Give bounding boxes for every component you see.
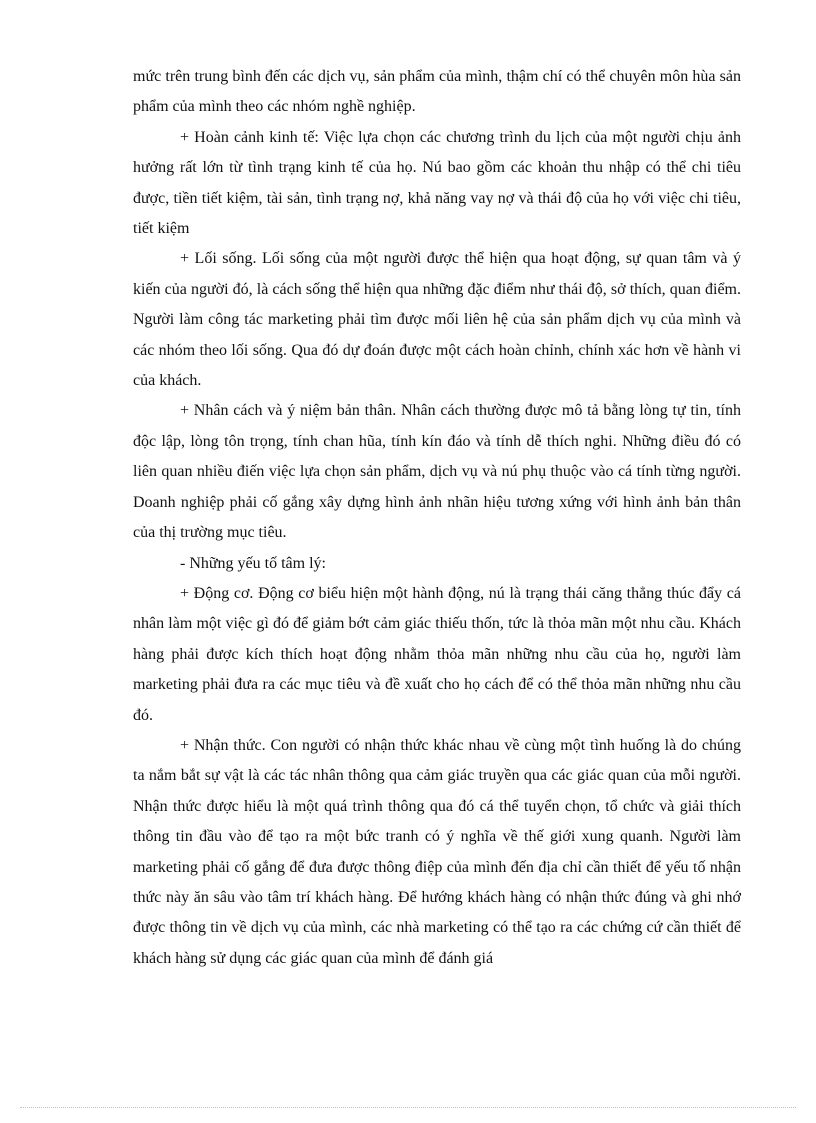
paragraph-lifestyle: + Lối sống. Lối sống của một người được thể hiện qua hoạt động, sự quan tâm và ý kiến của người đó, là cách sống thể hiện qua những đặc điểm như thái độ, sở thích, quan điểm. Người làm công tác marketing phải tìm được mối liên hệ của sản phẩm dịch vụ của mình và các nhóm theo lối sống. Qua đó dự đoán được một cách hoàn chỉnh, chính xác hơn về hành vi của khách. [133,250,741,390]
body-text [133,62,741,974]
paragraph-motivation: + Động cơ. Động cơ biểu hiện một hành động, nú là trạng thái căng thẳng thúc đẩy cá nhân làm một việc gì đó để giảm bớt cảm giác thiếu thốn, tức là thỏa mãn một nhu cầu. Khách hàng phải được kích thích hoạt động nhằm thỏa mãn những nhu cầu của họ, người làm marketing phải đưa ra các mục tiêu và đề xuất cho họ cách để có thể thỏa mãn những nhu cầu đó. [133,584,741,724]
paragraph-continuation: mức trên trung bình đến các dịch vụ, sản phẩm của mình, thậm chí có thể chuyên môn hùa sản phẩm của mình theo các nhóm nghề nghiệp. [133,68,741,116]
paragraph-economic-situation: + Hoàn cảnh kinh tế: Việc lựa chọn các chương trình du lịch của một người chịu ảnh hưởng rất lớn từ tình trạng kinh tế của họ. Nú bao gồm các khoản thu nhập có thể chi tiêu được, tiền tiết kiệm, tài sản, tình trạng nợ, khả năng vay nợ và thái độ của họ với việc chi tiêu, tiết kiệm [133,128,741,238]
paragraph-psychological-factors-heading: - Những yếu tố tâm lý: [180,554,326,572]
paragraph-personality: + Nhân cách và ý niệm bản thân. Nhân cách thường được mô tả bằng lòng tự tin, tính độc lập, lòng tôn trọng, tính chan hũa, tính kín đáo và tính dễ thích nghi. Những điều đó có liên quan nhiều điến việc lựa chọn sản phẩm, dịch vụ và nú phụ thuộc vào cá tính từng người. Doanh nghiệp phải cố gắng xây dựng hình ảnh nhãn hiệu tương xứng với hình ảnh bản thân của thị trường mục tiêu. [133,402,741,542]
page-bottom-divider [20,1107,796,1108]
paragraph-perception: + Nhận thức. Con người có nhận thức khác nhau về cùng một tình huống là do chúng ta nắm bắt sự vật là các tác nhân thông qua cảm giác truyền qua các giác quan của mỗi người. Nhận thức được hiểu là một quá trình thông qua đó cá thể tuyển chọn, tổ chức và giải thích thông tin đầu vào để tạo ra một bức tranh có ý nghĩa về thế giới xung quanh. Người làm marketing phải cố gắng để đưa được thông điệp của mình đến địa chỉ cần thiết để yếu tố nhận thức này ăn sâu vào tâm trí khách hàng. Để hướng khách hàng có nhận thức đúng và ghi nhớ được thông tin về dịch vụ của mình, các nhà marketing có thể tạo ra các chứng cứ cần thiết để khách hàng sử dụng các giác quan của mình để đánh giá [133,736,741,967]
